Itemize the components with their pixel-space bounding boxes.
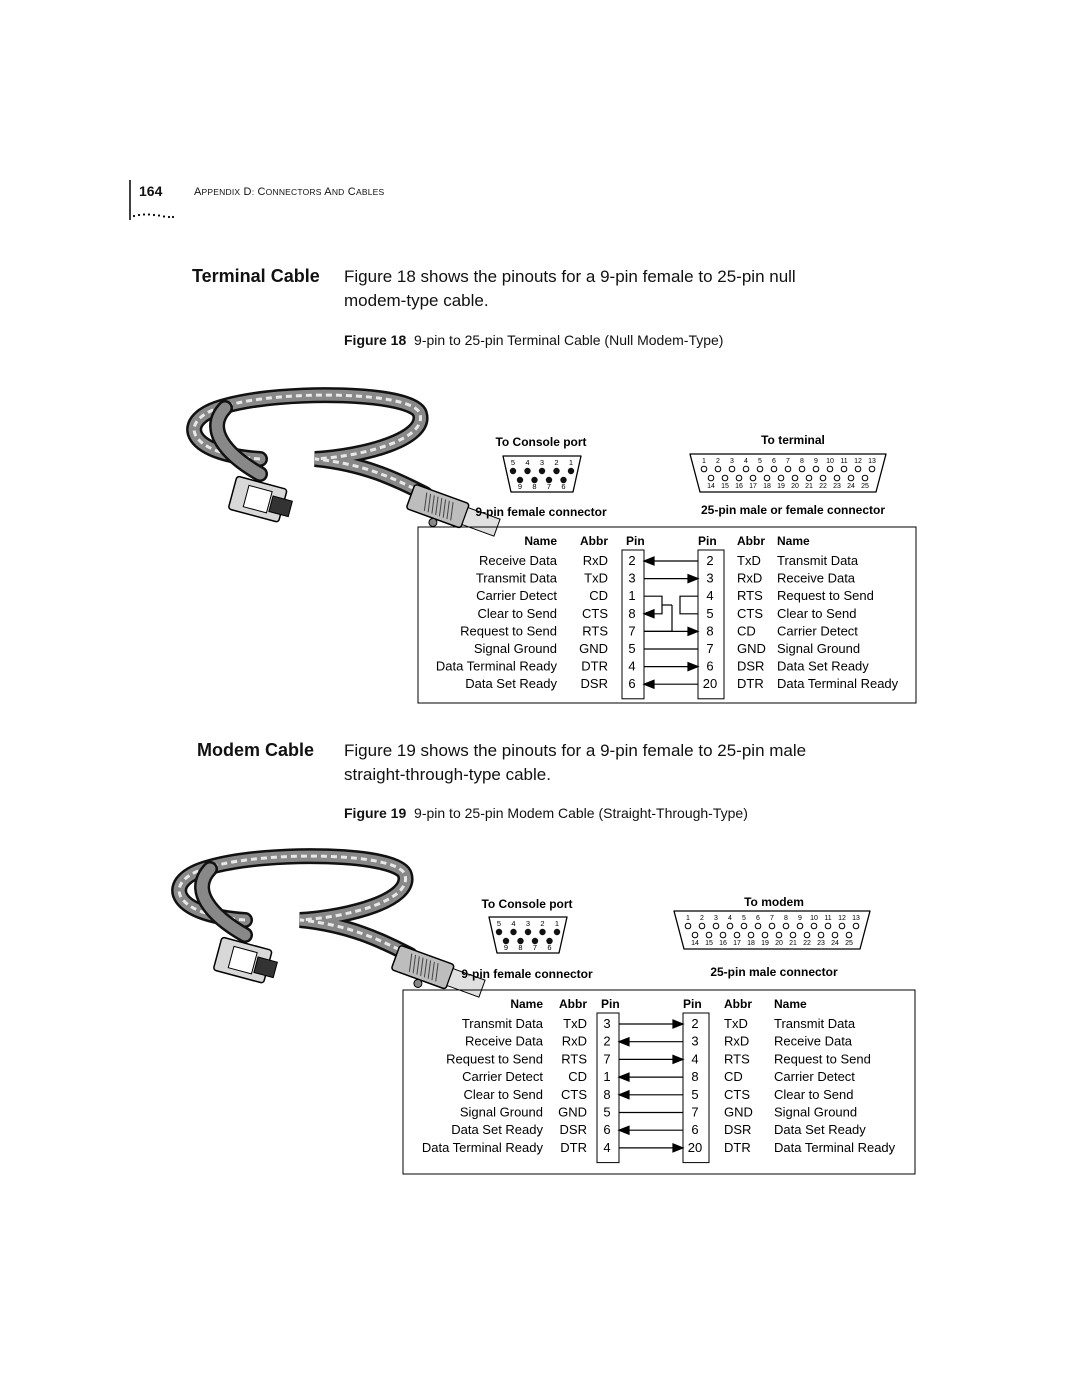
left-signal-name: Data Terminal Ready xyxy=(421,1139,543,1155)
pin xyxy=(734,932,740,938)
page-number: 164 xyxy=(139,183,163,199)
left-signal-name: Receive Data xyxy=(464,1033,543,1049)
pin-number: 9 xyxy=(798,915,802,922)
left-signal-abbr: CD xyxy=(568,1069,587,1085)
right-signal-abbr: CTS xyxy=(724,1086,750,1102)
header-name-left: Name xyxy=(524,534,557,548)
arrowhead xyxy=(619,1038,629,1046)
pin-number: 2 xyxy=(540,919,545,928)
header-pin-right: Pin xyxy=(683,997,702,1011)
nine-pin-face xyxy=(503,456,581,492)
pin xyxy=(769,923,775,929)
left-signal-name: Carrier Detect xyxy=(462,1069,543,1085)
pin xyxy=(701,466,707,472)
pin-number: 11 xyxy=(824,915,832,922)
pin-number: 6 xyxy=(561,482,566,491)
left-signal-name: Signal Ground xyxy=(459,1104,543,1120)
pin-hole xyxy=(568,468,574,474)
wiring xyxy=(619,1020,683,1152)
arrowhead xyxy=(644,680,654,688)
running-head: APPENDIX D: CONNECTORS AND CABLES xyxy=(194,186,385,198)
pin-hole xyxy=(525,929,531,935)
left-signal-abbr: CD xyxy=(589,588,608,604)
cable-lead-body xyxy=(217,408,260,474)
pin xyxy=(818,932,824,938)
pin xyxy=(706,932,712,938)
right-signal-abbr: TxD xyxy=(724,1016,748,1031)
arrowhead xyxy=(673,1020,683,1028)
right-signal-abbr: DSR xyxy=(724,1122,752,1138)
pin-number: 15 xyxy=(705,940,713,947)
right-signal-abbr: CD xyxy=(724,1069,743,1085)
pin-number: 18 xyxy=(747,940,755,947)
pin-number: 2 xyxy=(716,458,720,465)
pin xyxy=(699,923,705,929)
pin xyxy=(741,923,747,929)
pin xyxy=(685,923,691,929)
pin-number: 24 xyxy=(847,483,855,490)
right-signal-name: Carrier Detect xyxy=(777,623,858,639)
pin-number: 4 xyxy=(525,458,530,467)
arrowhead xyxy=(688,627,698,635)
right-signal-abbr: DSR xyxy=(737,658,765,674)
pin-number: 13 xyxy=(868,458,876,465)
right-pin-number: 8 xyxy=(706,623,714,639)
right-signal-name: Carrier Detect xyxy=(774,1069,855,1085)
pin-number: 8 xyxy=(532,482,537,491)
left-signal-name: Clear to Send xyxy=(463,1086,543,1102)
figure-caption-19 xyxy=(344,805,748,821)
pin-number: 5 xyxy=(742,915,746,922)
pin xyxy=(869,466,875,472)
pin-hole xyxy=(539,468,545,474)
left-signal-name: Request to Send xyxy=(446,1051,543,1067)
section-text-terminal-cable: Figure 18 shows the pinouts for a 9-pin female to 25-pin null modem-type cable. xyxy=(344,267,796,310)
pin-number: 20 xyxy=(791,483,799,490)
section-heading-modem-cable: Modem Cable xyxy=(197,740,315,760)
pin xyxy=(797,923,803,929)
pin-number: 10 xyxy=(826,458,834,465)
pin-number: 7 xyxy=(532,943,538,952)
pin xyxy=(776,932,782,938)
right-signal-abbr: GND xyxy=(737,641,766,656)
arrowhead xyxy=(644,610,654,618)
pin-number: 13 xyxy=(852,915,860,922)
cable-illustration xyxy=(194,395,501,547)
pin-number: 1 xyxy=(568,458,574,467)
left-pin-number: 4 xyxy=(628,658,636,674)
right-connector-title: To terminal xyxy=(761,433,825,447)
arrowhead xyxy=(688,575,698,583)
right-signal-abbr: TxD xyxy=(737,553,761,568)
pin-number: 3 xyxy=(539,458,545,467)
pin-number: 14 xyxy=(707,483,715,490)
pin xyxy=(862,475,868,481)
right-pin-number: 20 xyxy=(702,676,718,692)
right-pin-number: 7 xyxy=(691,1104,699,1120)
right-signal-name: Clear to Send xyxy=(777,605,857,621)
right-pin-number: 8 xyxy=(691,1069,699,1085)
pin xyxy=(727,923,733,929)
left-signal-abbr: DSR xyxy=(580,676,608,692)
pin-number: 20 xyxy=(775,940,783,947)
right-signal-name: Transmit Data xyxy=(774,1016,856,1031)
pin-number: 6 xyxy=(772,458,776,465)
left-pin-number: 3 xyxy=(603,1016,611,1031)
pin-number: 4 xyxy=(511,919,516,928)
right-signal-name: Data Set Ready xyxy=(774,1122,866,1138)
left-connector-label: 9-pin female connector xyxy=(475,505,607,519)
pin-number: 12 xyxy=(838,915,846,922)
left-signal-name: Transmit Data xyxy=(461,1016,543,1031)
pin xyxy=(692,932,698,938)
header-name-right: Name xyxy=(774,997,807,1011)
left-signal-abbr: DTR xyxy=(581,658,608,674)
pin-number: 8 xyxy=(800,458,804,465)
pin xyxy=(825,923,831,929)
header-pin-left: Pin xyxy=(601,997,620,1011)
pin-number: 21 xyxy=(789,940,797,947)
left-pin-number: 1 xyxy=(628,588,636,604)
pin-number: 9 xyxy=(517,482,523,491)
pin-number: 5 xyxy=(758,458,762,465)
left-pin-number: 6 xyxy=(628,676,636,692)
left-signal-abbr: GND xyxy=(579,641,608,656)
pin xyxy=(853,923,859,929)
right-signal-name: Signal Ground xyxy=(777,641,861,656)
pin-number: 21 xyxy=(805,483,813,490)
right-signal-abbr: RTS xyxy=(737,588,763,604)
right-pin-number: 5 xyxy=(691,1086,699,1102)
pin-number: 14 xyxy=(691,940,699,947)
pin-number: 18 xyxy=(763,483,771,490)
right-signal-name: Request to Send xyxy=(777,588,874,604)
wire-rts-up xyxy=(644,605,672,631)
left-pin-number: 8 xyxy=(603,1086,611,1102)
left-signal-name: Carrier Detect xyxy=(476,588,557,604)
pin-hole xyxy=(510,468,516,474)
pin-number: 8 xyxy=(784,915,788,922)
right-signal-abbr: RTS xyxy=(724,1051,750,1067)
arrowhead xyxy=(619,1126,629,1134)
pin xyxy=(743,466,749,472)
pin xyxy=(799,466,805,472)
right-signal-abbr: GND xyxy=(724,1104,753,1120)
arrowhead xyxy=(619,1091,629,1099)
left-signal-abbr: RTS xyxy=(561,1051,587,1067)
right-connector-label: 25-pin male connector xyxy=(710,965,838,979)
pin xyxy=(832,932,838,938)
right-pin-number: 7 xyxy=(706,641,714,656)
header-abbr-right: Abbr xyxy=(737,534,765,548)
right-pin-number: 3 xyxy=(706,570,714,586)
pin-number: 3 xyxy=(730,458,734,465)
figure-caption-18 xyxy=(344,332,723,348)
left-pin-number: 7 xyxy=(603,1051,611,1067)
pin-number: 3 xyxy=(525,919,531,928)
pin xyxy=(841,466,847,472)
nine-pin-face xyxy=(489,917,567,953)
figure-label: Figure 19 xyxy=(344,805,407,821)
pin xyxy=(762,932,768,938)
left-pin-number: 4 xyxy=(603,1139,611,1155)
arrowhead xyxy=(673,1144,683,1152)
left-pin-number: 2 xyxy=(603,1033,611,1049)
left-pin-number: 8 xyxy=(628,605,636,621)
pin xyxy=(806,475,812,481)
left-pin-number: 7 xyxy=(628,623,636,639)
nine-pin-plug xyxy=(213,937,280,985)
pin-number: 25 xyxy=(845,940,853,947)
right-pin-number: 5 xyxy=(706,605,714,621)
pin xyxy=(855,466,861,472)
pin-number: 7 xyxy=(770,915,774,922)
right-signal-name: Data Terminal Ready xyxy=(774,1139,896,1155)
right-signal-name: Data Set Ready xyxy=(777,658,869,674)
pin-number: 12 xyxy=(854,458,862,465)
pin-number: 25 xyxy=(861,483,869,490)
left-connector-label: 9-pin female connector xyxy=(461,967,593,981)
header-abbr-left: Abbr xyxy=(580,534,608,548)
pin xyxy=(839,923,845,929)
pin-number: 19 xyxy=(777,483,785,490)
pin-number: 3 xyxy=(714,915,718,922)
left-signal-abbr: RxD xyxy=(582,553,608,568)
right-signal-abbr: RxD xyxy=(724,1033,750,1049)
plug-body xyxy=(391,945,454,989)
pin xyxy=(715,466,721,472)
right-signal-name: Transmit Data xyxy=(777,553,859,568)
pin-number: 2 xyxy=(554,458,559,467)
pin-number: 7 xyxy=(546,482,552,491)
left-pin-number: 5 xyxy=(603,1104,611,1120)
left-pin-number: 3 xyxy=(628,570,636,586)
pin xyxy=(720,932,726,938)
pin-number: 6 xyxy=(756,915,760,922)
pin-number: 15 xyxy=(721,483,729,490)
right-pin-number: 20 xyxy=(687,1139,703,1155)
pin-hole xyxy=(554,929,560,935)
pin xyxy=(771,466,777,472)
pin xyxy=(713,923,719,929)
pin xyxy=(708,475,714,481)
pin-number: 9 xyxy=(814,458,818,465)
pin-number: 22 xyxy=(803,940,811,947)
cable-illustration xyxy=(179,856,486,1008)
pin-number: 1 xyxy=(554,919,560,928)
pin-hole xyxy=(496,929,502,935)
pin xyxy=(736,475,742,481)
pin-number: 16 xyxy=(719,940,727,947)
right-signal-abbr: DTR xyxy=(724,1139,751,1155)
pin xyxy=(764,475,770,481)
pin xyxy=(757,466,763,472)
header-pin-right: Pin xyxy=(698,534,717,548)
left-signal-abbr: GND xyxy=(558,1104,587,1120)
left-signal-abbr: RTS xyxy=(582,623,608,639)
left-signal-abbr: RxD xyxy=(561,1033,587,1049)
header-pin-left: Pin xyxy=(626,534,645,548)
pin-number: 4 xyxy=(744,458,748,465)
pin-number: 7 xyxy=(786,458,790,465)
figure-19-diagram xyxy=(140,835,930,1180)
left-signal-abbr: DTR xyxy=(560,1139,587,1155)
left-signal-name: Signal Ground xyxy=(473,641,557,656)
pin-number: 10 xyxy=(810,915,818,922)
right-signal-name: Clear to Send xyxy=(774,1086,854,1102)
pin xyxy=(820,475,826,481)
left-connector-title: To Console port xyxy=(495,435,587,449)
right-pin-number: 4 xyxy=(691,1051,699,1067)
header-name-right: Name xyxy=(777,534,810,548)
header-abbr-right: Abbr xyxy=(724,997,752,1011)
pin-hole xyxy=(553,468,559,474)
arrowhead xyxy=(688,663,698,671)
right-signal-name: Signal Ground xyxy=(774,1104,858,1120)
pin xyxy=(783,923,789,929)
arrowhead xyxy=(673,1055,683,1063)
pin xyxy=(792,475,798,481)
header-abbr-left: Abbr xyxy=(559,997,587,1011)
right-signal-abbr: CTS xyxy=(737,605,763,621)
right-signal-name: Data Terminal Ready xyxy=(777,676,899,692)
pin xyxy=(785,466,791,472)
pin-number: 23 xyxy=(833,483,841,490)
left-connector-title: To Console port xyxy=(481,897,573,911)
left-signal-name: Clear to Send xyxy=(477,605,557,621)
section-heading-terminal-cable: Terminal Cable xyxy=(192,266,320,286)
pin-number: 5 xyxy=(496,919,502,928)
figure-18-diagram xyxy=(150,370,930,715)
pin-number: 17 xyxy=(749,483,757,490)
pin xyxy=(748,932,754,938)
right-pin-number: 6 xyxy=(691,1122,699,1138)
left-signal-abbr: DSR xyxy=(559,1122,587,1138)
left-signal-abbr: CTS xyxy=(582,605,608,621)
right-pin-number: 2 xyxy=(706,553,714,568)
right-signal-abbr: DTR xyxy=(737,676,764,692)
pin xyxy=(778,475,784,481)
pin xyxy=(755,923,761,929)
section-text-modem-cable: Figure 19 shows the pinouts for a 9-pin female to 25-pin male straight-through-type cable. xyxy=(344,741,807,784)
right-pin-number: 2 xyxy=(691,1016,699,1031)
pin xyxy=(722,475,728,481)
pin xyxy=(811,923,817,929)
pin xyxy=(750,475,756,481)
pin-number: 5 xyxy=(510,458,516,467)
pin xyxy=(827,466,833,472)
pin xyxy=(848,475,854,481)
left-signal-abbr: TxD xyxy=(563,1016,587,1031)
right-pin-number: 6 xyxy=(706,658,714,674)
right-signal-name: Request to Send xyxy=(774,1051,871,1067)
pin-hole xyxy=(524,468,530,474)
right-pin-number: 4 xyxy=(706,588,714,604)
db25-face xyxy=(690,454,886,492)
pin xyxy=(804,932,810,938)
right-connector-label: 25-pin male or female connector xyxy=(700,503,886,517)
figure-label: Figure 18 xyxy=(344,332,407,348)
left-signal-name: Data Set Ready xyxy=(451,1122,543,1138)
left-pin-number: 6 xyxy=(603,1122,611,1138)
left-signal-name: Request to Send xyxy=(460,623,557,639)
right-signal-name: Receive Data xyxy=(777,570,856,586)
pin-number: 24 xyxy=(831,940,839,947)
left-signal-name: Transmit Data xyxy=(475,570,557,586)
plug-body xyxy=(406,484,469,528)
pin-number: 6 xyxy=(547,943,552,952)
left-signal-name: Data Set Ready xyxy=(465,676,557,692)
pin-number: 1 xyxy=(702,458,706,465)
arrowhead xyxy=(644,557,654,565)
pin-number: 16 xyxy=(735,483,743,490)
header-name-left: Name xyxy=(510,997,543,1011)
left-signal-name: Data Terminal Ready xyxy=(435,658,557,674)
nine-pin-plug xyxy=(228,476,295,524)
cable-lead-body xyxy=(202,869,245,935)
right-signal-name: Receive Data xyxy=(774,1033,853,1049)
left-signal-name: Receive Data xyxy=(478,553,557,568)
pin xyxy=(834,475,840,481)
right-connector-title: To modem xyxy=(744,895,804,909)
right-pin-number: 3 xyxy=(691,1033,699,1049)
figure-title: 9-pin to 25-pin Terminal Cable (Null Modem-Type) xyxy=(414,332,724,348)
pin-number: 1 xyxy=(686,915,690,922)
right-signal-abbr: RxD xyxy=(737,570,763,586)
pin-number: 4 xyxy=(728,915,732,922)
pin-number: 22 xyxy=(819,483,827,490)
left-pin-number: 2 xyxy=(628,553,636,568)
pin xyxy=(846,932,852,938)
right-signal-abbr: CD xyxy=(737,623,756,639)
arrowhead xyxy=(619,1073,629,1081)
pin-number: 23 xyxy=(817,940,825,947)
pin-number: 19 xyxy=(761,940,769,947)
pin xyxy=(729,466,735,472)
pin-number: 17 xyxy=(733,940,741,947)
pin-number: 2 xyxy=(700,915,704,922)
pin xyxy=(790,932,796,938)
wiring xyxy=(644,557,698,688)
left-pin-number: 1 xyxy=(603,1069,611,1085)
left-signal-abbr: CTS xyxy=(561,1086,587,1102)
db25-face xyxy=(674,911,870,949)
left-signal-abbr: TxD xyxy=(584,570,608,586)
pin-hole xyxy=(510,929,516,935)
pin-hole xyxy=(539,929,545,935)
pin-number: 9 xyxy=(503,943,509,952)
pin-number: 8 xyxy=(518,943,523,952)
left-pin-number: 5 xyxy=(628,641,636,656)
wire-rts-cts-loop xyxy=(680,596,698,614)
figure-title: 9-pin to 25-pin Modem Cable (Straight-Through-Type) xyxy=(414,805,748,821)
pin-number: 11 xyxy=(840,458,848,465)
pin xyxy=(813,466,819,472)
